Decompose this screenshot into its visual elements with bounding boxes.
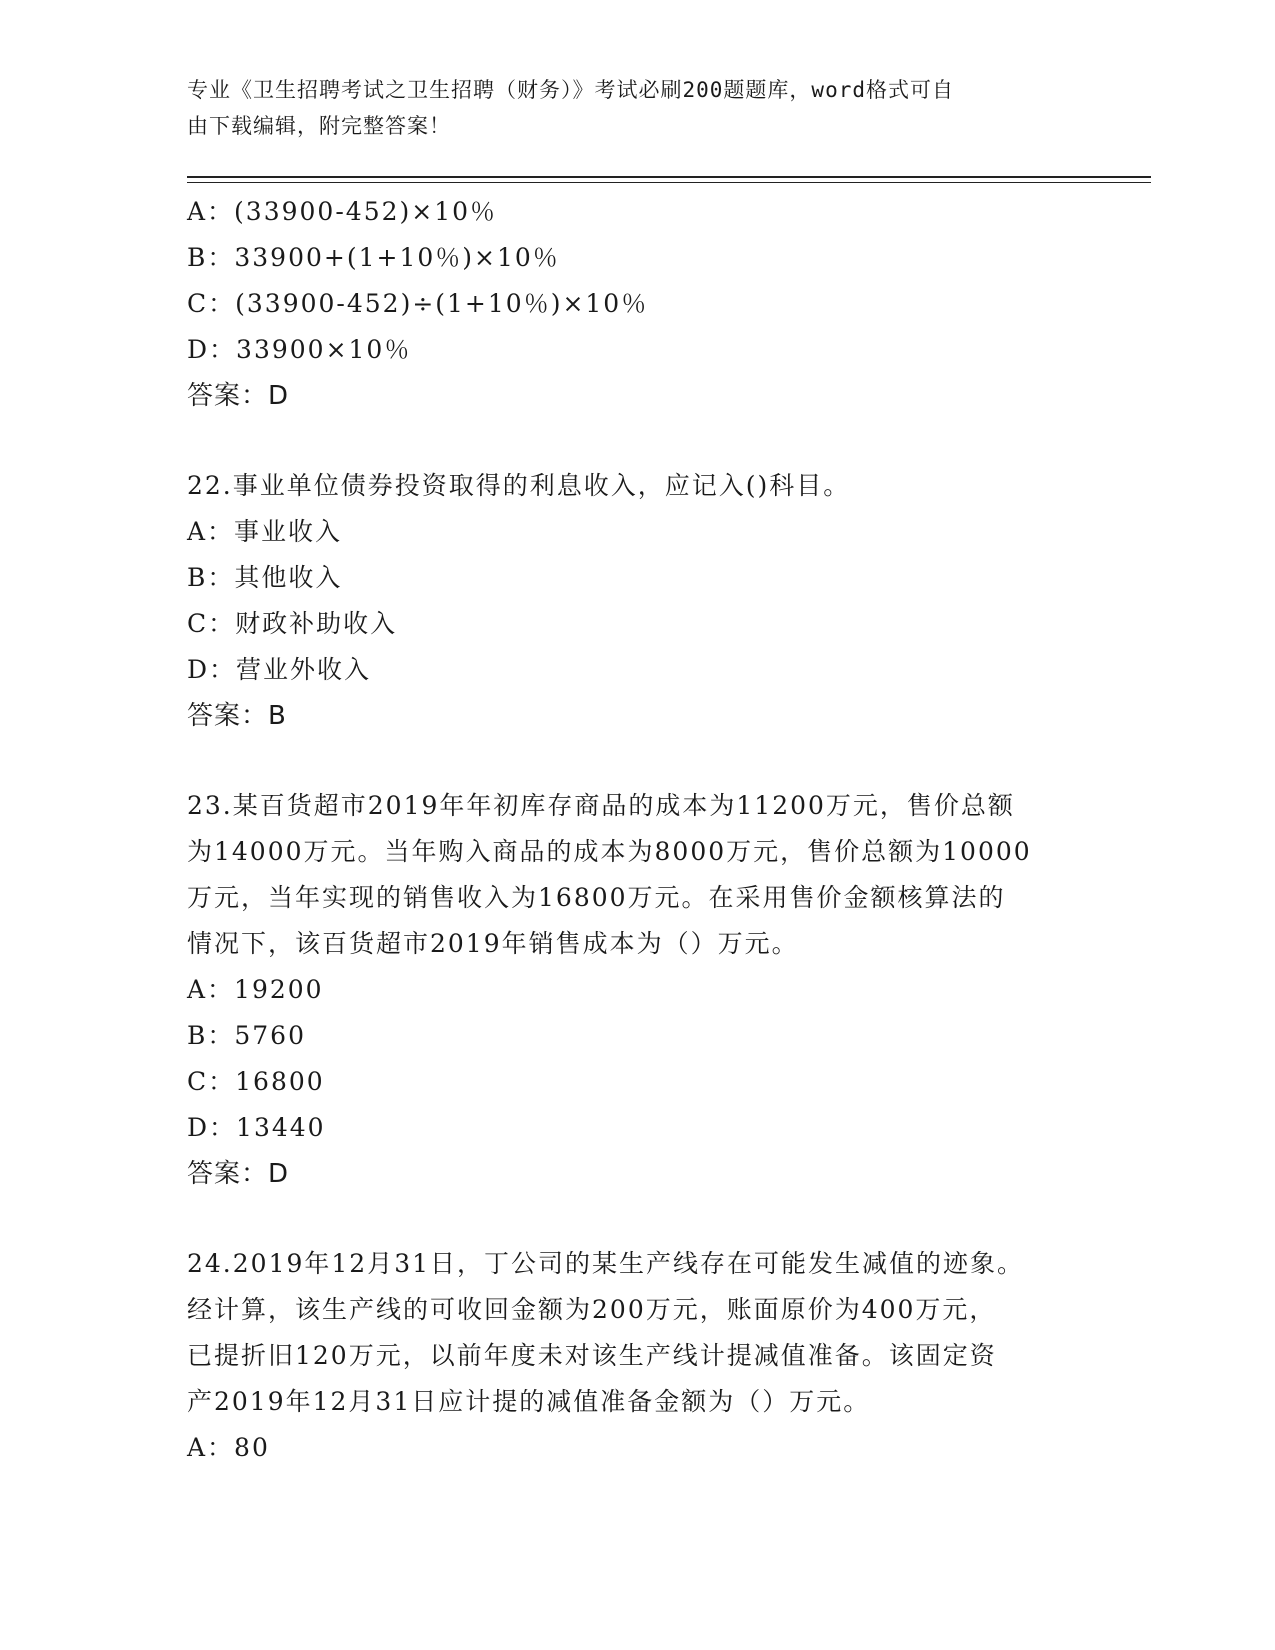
question-stem-line: 为14000万元。当年购入商品的成本为8000万元，售价总额为10000	[187, 837, 1032, 866]
option-d: D：33900×10％	[187, 335, 412, 364]
option-c: C：16800	[187, 1067, 325, 1096]
question-stem-line: 23.某百货超市2019年年初库存商品的成本为11200万元，售价总额	[187, 791, 1015, 820]
option-a: A：19200	[187, 975, 324, 1004]
question-23	[187, 783, 1067, 1197]
question-stem: 22.事业单位债券投资取得的利息收入，应记入()科目。	[187, 471, 851, 500]
question-stem-line: 24.2019年12月31日，丁公司的某生产线存在可能发生减值的迹象。	[187, 1249, 1025, 1278]
question-content	[187, 189, 1067, 1471]
header-divider-thick	[187, 176, 1151, 178]
question-stem-line: 万元，当年实现的销售收入为16800万元。在采用售价金额核算法的	[187, 883, 1006, 912]
question-stem-line: 经计算，该生产线的可收回金额为200万元，账面原价为400万元，	[187, 1295, 997, 1324]
option-d: D：13440	[187, 1113, 326, 1142]
question-24	[187, 1241, 1067, 1471]
option-c: C：财政补助收入	[187, 609, 398, 638]
option-a: A：80	[187, 1433, 270, 1462]
option-b: B：33900+(1+10％)×10％	[187, 243, 560, 272]
header-line-2: 由下载编辑，附完整答案！	[187, 114, 451, 138]
header-line-1: 专业《卫生招聘考试之卫生招聘（财务）》考试必刷200题题库，word格式可自	[187, 78, 954, 102]
document-header	[187, 72, 1067, 144]
option-c: C：(33900-452)÷(1+10％)×10％	[187, 289, 649, 318]
question-stem-line: 已提折旧120万元，以前年度未对该生产线计提减值准备。该固定资	[187, 1341, 997, 1370]
question-stem-line: 产2019年12月31日应计提的减值准备金额为（）万元。	[187, 1387, 871, 1416]
question-21	[187, 189, 1067, 419]
option-a: A：(33900-452)×10％	[187, 197, 498, 226]
answer-line: 答案：D	[187, 381, 290, 411]
header-divider-thin	[187, 182, 1151, 183]
option-a: A：事业收入	[187, 517, 343, 546]
answer-line: 答案：B	[187, 701, 287, 731]
option-d: D：营业外收入	[187, 655, 372, 684]
answer-line: 答案：D	[187, 1159, 290, 1189]
question-22	[187, 463, 1067, 739]
option-b: B：5760	[187, 1021, 306, 1050]
question-stem-line: 情况下，该百货超市2019年销售成本为（）万元。	[187, 929, 799, 958]
option-b: B：其他收入	[187, 563, 343, 592]
